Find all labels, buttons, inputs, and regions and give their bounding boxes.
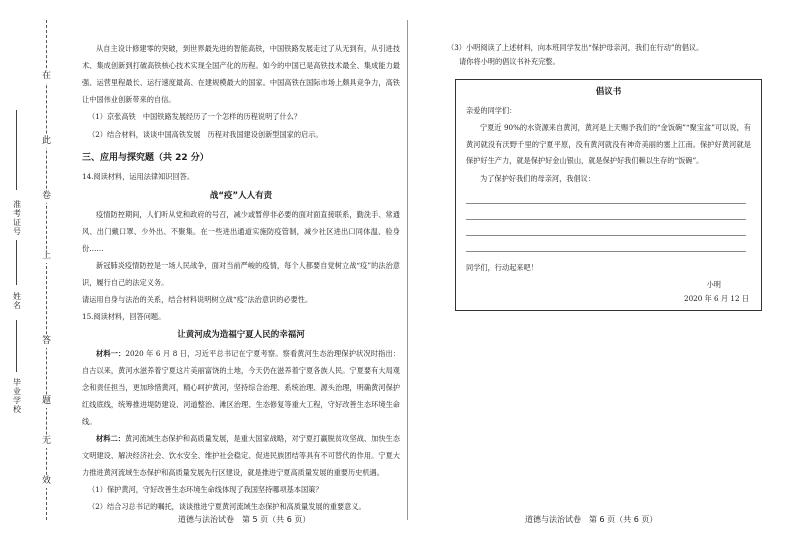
section-3-heading: 三、应用与探究题（共 22 分）: [82, 153, 209, 163]
question-14: 14.阅读材料，运用法律知识回答。: [82, 172, 195, 181]
name-label: 姓名: [13, 292, 21, 310]
intro-paragraph: 从自主设计修建零的突破，到世界最先进的智能高铁，中国铁路发展走过了从无到有，从引进技术、集成创新到打破高铁核心技术实现全国产化的历程。如今的中国已是高铁技术最全、集成能力最强、运营里程最长、运行速度最高、在建规模最大的国家。中国高铁在国际市场上颇具竞争力，高铁让中国伟业创新带来的自信。: [82, 44, 400, 104]
question-13-2: （2）结合材料，谈谈中国高铁发展 历程对我国建设创新型国家的启示。: [88, 130, 323, 139]
page-5: [82, 0, 400, 560]
page-6-footer: 道德与法治试卷 第 6 页（共 6 页）: [525, 515, 658, 524]
material-15-two: [82, 430, 400, 481]
material-one-label: 材料一：: [96, 349, 126, 358]
material-two-text: 黄河流域生态保护和高质量发展，是重大国家战略，对宁夏打赢脱贫攻坚战、加快生态文明建设、解决经济社会、饮水安全、维护社会稳定、促进民族团结等具有不可替代的作用。宁夏大力推进黄河流域生态保护和高质量发展先行区建设，就是推进宁夏高质量发展的重要历史机遇。: [82, 434, 400, 477]
gutter-char: 答: [41, 336, 51, 346]
name-line: [16, 240, 17, 285]
answer-line[interactable]: [466, 203, 746, 204]
gutter-char: 此: [41, 136, 51, 146]
question-15-3: （3）小明阅读了上述材料，向本班同学发出“保护母亲河，我们在行动”的倡议。: [447, 43, 704, 52]
question-15: 15.阅读材料，回答问题。: [82, 312, 166, 321]
school-line: [16, 320, 17, 372]
gutter-char: 在: [41, 71, 51, 81]
proposal-title: 倡议书: [595, 87, 622, 97]
binding-gutter: [0, 0, 78, 560]
question-14-prompt: 请运用自身与法治的关系，结合材料说明树立战“疫”法治意识的必要性。: [82, 295, 313, 304]
proposal-signer: 小明: [706, 280, 721, 289]
proposal-letter-box: [455, 79, 762, 311]
answer-line[interactable]: [466, 219, 746, 220]
question-15-1: （1）保护黄河，守好改善生态环境生命线体现了我国坚持哪项基本国策？: [88, 485, 323, 494]
exam-number-line: [16, 110, 17, 190]
material-14-title: 战“疫”人人有责: [209, 191, 273, 201]
proposal-date: 2020 年 6 月 12 日: [684, 294, 749, 303]
material-14-para-1: 疫情防控期间，人们听从党和政府的号召，减少或暂停非必要的面对面直接联系，勤洗手、常通风、出门戴口罩、少外出、不聚集。在一些进出通道实施防疫管制，减少社区进出口同体温、验身份……: [82, 210, 400, 253]
page-5-footer: 道德与法治试卷 第 5 页（共 6 页）: [178, 515, 311, 524]
gutter-char: 上: [41, 251, 51, 261]
school-label: 毕业学校: [13, 378, 21, 414]
question-15-3-cont: 请你将小明的倡议书补充完整。: [459, 57, 560, 66]
question-15-2: （2）结合习总书记的嘱托，谈谈推进宁夏黄河流域生态保护和高质量发展的重要意义。: [88, 502, 366, 511]
proposal-closing: 同学们，行动起来吧！: [466, 263, 538, 272]
proposal-greeting: 亲爱的同学们：: [466, 106, 517, 115]
material-14-para-2: 新冠肺炎疫情防控是一场人民战争，面对当前严峻的疫情，每个人都要自觉树立战“疫”的法治意识，履行自己的法定义务。: [82, 261, 400, 287]
material-two-label: 材料二：: [96, 434, 125, 443]
material-one-text: 2020 年 6 月 8 日，习近平总书记在宁夏考察。察看黄河生态治理保护状况时指出：自古以来，黄河水滋养着宁夏这片美丽富饶的土地，今天仍在滋养着宁夏各族人民。宁夏要有大局观念和责任担当，更加珍惜黄河，精心呵护黄河，坚持综合治理、系统治理、源头治理，明确黄河保护红线底线，统筹推进堤防建设、河道整治、滩区治理、生态修复等重大工程，守好改善生态环境生命线。: [82, 349, 400, 426]
gutter-char: 卷: [41, 191, 51, 201]
question-13-1: （1）京张高铁 中国铁路发展经历了一个怎样的历程说明了什么？: [88, 112, 302, 121]
exam-number-label: 准考证号: [13, 200, 21, 236]
material-15-one: [82, 345, 400, 430]
answer-line[interactable]: [466, 251, 746, 252]
material-15-title: 让黄河成为造福宁夏人民的幸福河: [177, 330, 305, 340]
answer-line[interactable]: [466, 235, 746, 236]
gutter-char: 无: [41, 436, 51, 446]
proposal-call: 为了保护好我们的母亲河，我倡议：: [480, 173, 596, 183]
page-divider: [407, 20, 408, 520]
gutter-char: 题: [41, 396, 51, 406]
proposal-body: 宁夏近 90%的水资源来自黄河，黄河是上天赐予我们的“金饭碗”“聚宝盆”可以说，有黄河就没有沃野千里的宁夏平原，没有黄河就没有神奇美丽的塞上江南。保护好黄河就是保护好生产力，就是保护好金山银山，就是保护好我们赖以生存的“饭碗”。: [466, 123, 751, 165]
gutter-char: 效: [41, 476, 51, 486]
